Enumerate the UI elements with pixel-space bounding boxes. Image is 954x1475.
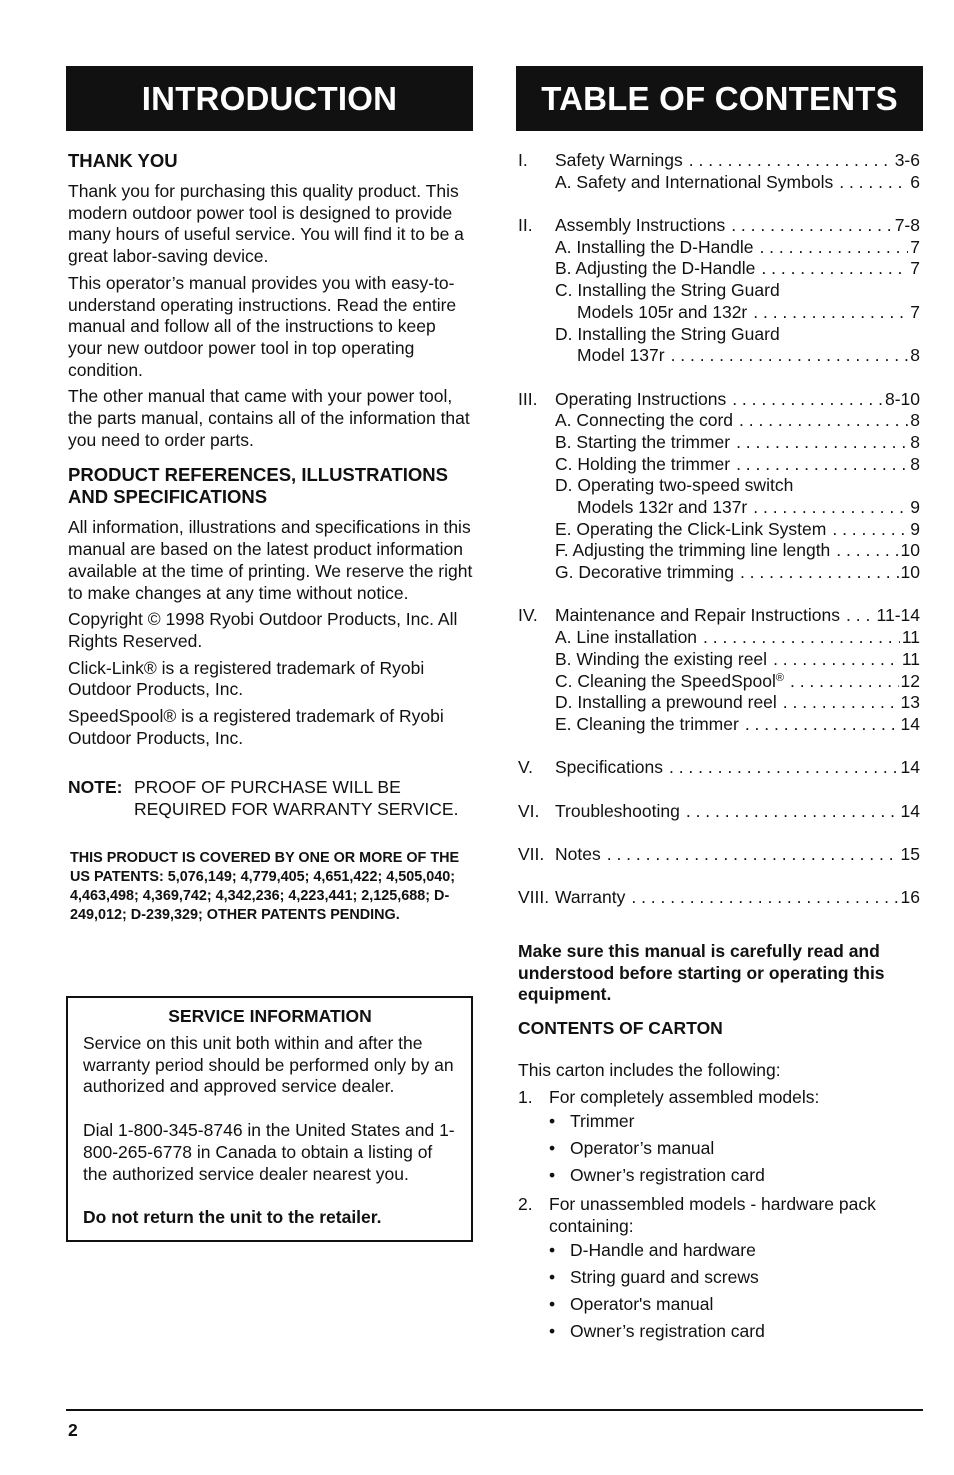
toc-entry: III. Operating Instructions . . . 8-10 xyxy=(518,389,920,411)
toc-entry: C. Cleaning the SpeedSpool® . . . 12 xyxy=(518,671,920,693)
speedspool-trademark: SpeedSpool® is a registered trademark of Ryobi Outdoor Products, Inc. xyxy=(68,706,444,748)
toc-entry: I. Safety Warnings . . . 3-6 xyxy=(518,150,920,172)
toc-entry: D. Installing the String Guard xyxy=(555,323,780,344)
read-manual-warning: Make sure this manual is carefully read and understood before starting or operating this equipment. xyxy=(518,941,885,1005)
dealer-phone-paragraph: Dial 1-800-345-8746 in the United States and 1-800-265-6778 in Canada to obtain a listing of the authorized service dealer nearest you. xyxy=(83,1120,455,1184)
toc-entry: F. Adjusting the trimming line length . . . 10 xyxy=(518,540,920,562)
product-references-paragraph: All information, illustrations and specifications in this manual are based on the latest product information available at the time of printing. We reserve the right to make changes at any time without notice. xyxy=(68,517,473,603)
toc-entry: B. Winding the existing reel . . . 11 xyxy=(518,649,920,671)
service-information-box xyxy=(66,996,473,1242)
list-item: • Owner’s registration card xyxy=(549,1164,765,1185)
copyright-text: Copyright © 1998 Ryobi Outdoor Products, Inc. All Rights Reserved. xyxy=(68,609,458,651)
toc-entry: Models 105r and 132r . . . 7 xyxy=(518,302,920,324)
toc-entry: A. Installing the D-Handle . . . 7 xyxy=(518,237,920,259)
patents-notice: THIS PRODUCT IS COVERED BY ONE OR MORE OF THE US PATENTS: 5,076,149; 4,779,405; 4,651,422; 4,505,040; 4,463,498; 4,369,742; 4,342,236; 4,223,441; 2,125,688; D-249,012; D-239,329; OTHER PATENTS PENDING. xyxy=(70,849,460,924)
thank-you-paragraph: Thank you for purchasing this quality product. This modern outdoor power tool is designed to provide many hours of useful service. You will find it to be a great labor-saving device. xyxy=(68,181,464,267)
table-of-contents-column xyxy=(518,150,920,1346)
introduction-banner: INTRODUCTION xyxy=(66,66,473,131)
toc-entry: D. Installing a prewound reel . . . 13 xyxy=(518,692,920,714)
manual-paragraph: This operator’s manual provides you with easy-to-understand operating instructions. Read the entire manual and follow all of the instructions to keep your new outdoor power tool in top operating condition. xyxy=(68,272,457,380)
parts-manual-paragraph: The other manual that came with your power tool, the parts manual, contains all of the information that you need to order parts. xyxy=(68,386,470,450)
click-link-trademark: Click-Link® is a registered trademark of Ryobi Outdoor Products, Inc. xyxy=(68,657,425,700)
thank-you-heading: THANK YOU xyxy=(68,150,178,171)
toc-entry: II. Assembly Instructions . . . 7-8 xyxy=(518,215,920,237)
warranty-note xyxy=(68,777,474,820)
toc-entry: B. Starting the trimmer . . . 8 xyxy=(518,432,920,454)
service-paragraph: Service on this unit both within and after the warranty period should be performed only by an authorized and approved service dealer. xyxy=(83,1033,454,1097)
toc-entry: A. Line installation . . . 11 xyxy=(518,627,920,649)
toc-list xyxy=(518,150,920,909)
introduction-column xyxy=(68,150,474,926)
toc-entry: VI. Troubleshooting . . . 14 xyxy=(518,801,920,823)
toc-entry: Models 132r and 137r . . . 9 xyxy=(518,497,920,519)
toc-entry: C. Installing the String Guard xyxy=(555,280,780,301)
note-text: PROOF OF PURCHASE WILL BE REQUIRED FOR WARRANTY SERVICE. xyxy=(134,777,459,820)
toc-entry: VII. Notes . . . 15 xyxy=(518,844,920,866)
list-item: • Operator's manual xyxy=(549,1294,714,1315)
list-item: • D-Handle and hardware xyxy=(549,1240,756,1261)
toc-entry: IV. Maintenance and Repair Instructions . . . 11-14 xyxy=(518,605,920,627)
list-item: 2. For unassembled models - hardware pack containing: xyxy=(518,1194,876,1236)
toc-entry: V. Specifications . . . 14 xyxy=(518,757,920,779)
list-item: • String guard and screws xyxy=(549,1267,759,1288)
list-item: 1. For completely assembled models: xyxy=(518,1086,820,1107)
footer-rule xyxy=(66,1409,923,1411)
page-number: 2 xyxy=(68,1420,78,1440)
toc-entry: G. Decorative trimming . . . 10 xyxy=(518,562,920,584)
toc-entry: C. Holding the trimmer . . . 8 xyxy=(518,454,920,476)
toc-entry: E. Operating the Click-Link System . . . 9 xyxy=(518,519,920,541)
toc-entry: Model 137r . . . 8 xyxy=(518,345,920,367)
list-item: • Trimmer xyxy=(549,1110,635,1131)
service-information-title: SERVICE INFORMATION xyxy=(168,1006,372,1026)
do-not-return-notice: Do not return the unit to the retailer. xyxy=(83,1207,382,1228)
carton-intro: This carton includes the following: xyxy=(518,1059,781,1080)
table-of-contents-banner: TABLE OF CONTENTS xyxy=(516,66,923,131)
product-references-heading: PRODUCT REFERENCES, ILLUSTRATIONS AND SPECIFICATIONS xyxy=(68,464,448,508)
toc-entry: A. Connecting the cord . . . 8 xyxy=(518,410,920,432)
toc-entry: VIII. Warranty . . . 16 xyxy=(518,887,920,909)
toc-entry: E. Cleaning the trimmer . . . 14 xyxy=(518,714,920,736)
toc-entry: D. Operating two-speed switch xyxy=(555,475,794,496)
note-label: NOTE: xyxy=(68,777,123,798)
toc-entry: B. Adjusting the D-Handle . . . 7 xyxy=(518,258,920,280)
list-item: • Operator’s manual xyxy=(549,1137,715,1158)
toc-entry: A. Safety and International Symbols . . . 6 xyxy=(518,172,920,194)
list-item: • Owner’s registration card xyxy=(549,1321,765,1342)
contents-of-carton-heading: CONTENTS OF CARTON xyxy=(518,1018,723,1039)
